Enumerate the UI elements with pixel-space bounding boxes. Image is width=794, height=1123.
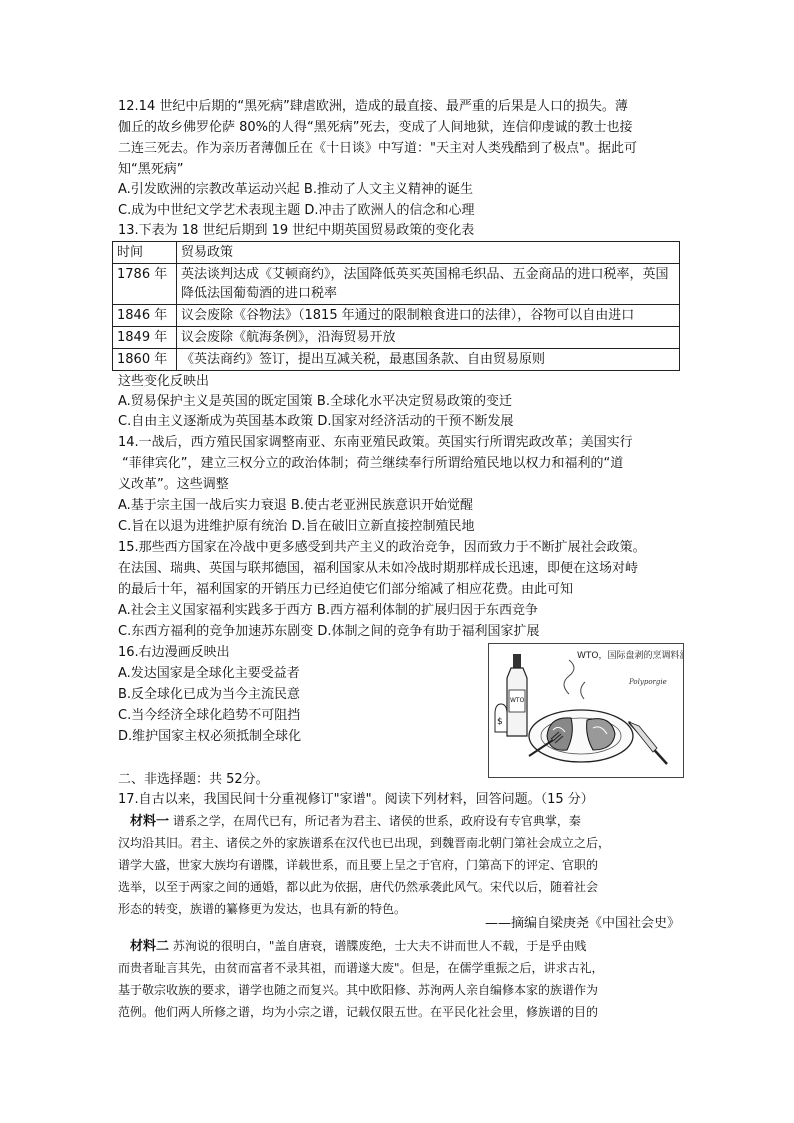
q15-stem-line: 的最后十年，福利国家的开销压力已经迫使它们部分缩减了相应花费。由此可知	[118, 582, 574, 597]
cartoon-signature: Polyporgie	[629, 678, 667, 686]
bottle-label-text: WTO	[510, 697, 525, 704]
q14-stem-line: 义改革”。这些调整	[118, 477, 229, 492]
q13-policy-table	[112, 241, 680, 371]
material-text: 苏洵说的很明白，"盖自唐衰，谱牒废绝，士大夫不讲而世人不载，于是乎由贱	[169, 939, 587, 953]
material-1-line: 汉均沿其旧。君主、诸侯之外的家族谱系在汉代也已出现，到魏晋南北朝门第社会成立之后，	[118, 836, 611, 850]
q12-stem-line: 12.14 世纪中后期的“黑死病”肆虐欧洲，造成的最直接、最严重的后果是人口的损失。薄	[118, 99, 628, 114]
q13-option: C.自由主义逐渐成为英国基本政策 D.国家对经济活动的干预不断发展	[118, 414, 514, 429]
table-row	[113, 327, 680, 349]
q16-option: A.发达国家是全球化主要受益者	[118, 666, 300, 681]
steam-icon	[564, 660, 574, 694]
table-cell-year: 1849 年	[113, 327, 177, 349]
material-2-label: 材料二	[130, 939, 170, 954]
q15-option: A.社会主义国家福利实践多于西方 B.西方福利体制的扩展归因于东西竞争	[118, 603, 538, 618]
material-1-source: ——摘编自梁庚尧《中国社会史》	[484, 916, 680, 931]
material-1-line	[130, 810, 581, 833]
q15-option: C.东西方福利的竞争加速苏东剧变 D.体制之间的竞争有助于福利国家扩展	[118, 624, 540, 639]
material-1-line: 形态的转变，族谱的纂修更为发达，也具有新的特色。	[118, 902, 407, 916]
q16-option: B.反全球化已成为当今主流民意	[118, 687, 301, 702]
table-cell-policy: 议会废除《航海条例》，沿海贸易开放	[177, 327, 680, 349]
table-cell-year: 1846 年	[113, 305, 177, 327]
q14-option: C.旨在以退为进维护原有统治 D.旨在破旧立新直接控制殖民地	[118, 519, 475, 534]
material-2-line	[130, 935, 586, 958]
q14-stem-line: “菲律宾化”，建立三权分立的政治体制；荷兰继续奉行所谓给殖民地以权力和福利的“道	[122, 456, 624, 471]
table-cell-policy: 《英法商约》签订，提出互减关税，最惠国条款、自由贸易原则	[177, 349, 680, 371]
q16-stem: 16.右边漫画反映出	[118, 645, 230, 660]
cartoon-drawing	[489, 644, 683, 777]
bottle-neck	[513, 654, 521, 668]
q16-option: C.当今经济全球化趋势不可阻挡	[118, 708, 301, 723]
q14-option: A.基于宗主国一战后实力衰退 B.使古老亚洲民族意识开始觉醒	[118, 498, 473, 513]
material-text: 谱系之学，在周代已有，所记者为君主、诸侯的世系，政府设有专官典掌，秦	[169, 814, 581, 828]
q15-stem-line: 15.那些西方国家在冷战中更多感受到共产主义的政治竞争，因而致力于不断扩展社会政策。	[118, 540, 646, 555]
material-1-label: 材料一	[130, 814, 170, 829]
material-1-line: 选举，以至于两家之间的通婚，都以此为依据，唐代仍然承袭此风气。宋代以后，随着社会	[118, 880, 599, 894]
table-header-cell: 贸易政策	[177, 242, 680, 264]
material-2-line: 而贵者耻言其先，由贫而富者不录其祖，而谱遂大废"。但是，在儒学重振之后，讲求古礼，	[118, 961, 604, 975]
table-header-cell: 时间	[113, 242, 177, 264]
q13-after: 这些变化反映出	[118, 374, 210, 389]
wto-cartoon	[488, 643, 684, 778]
q12-stem-line: 知“黑死病”	[118, 162, 184, 177]
table-header-row	[113, 242, 680, 264]
table-row	[113, 264, 680, 305]
section-title: 二、非选择题：共 52分。	[118, 772, 269, 787]
q12-option: C.成为中世纪文学艺术表现主题 D.冲击了欧洲人的信念和心理	[118, 203, 475, 218]
table-cell-year: 1860 年	[113, 349, 177, 371]
q16-option: D.维护国家主权必须抵制全球化	[118, 729, 302, 744]
material-2-line: 基于敬宗收族的要求，谱学也随之而复兴。其中欧阳修、苏洵两人亲自编修本家的族谱作为	[118, 983, 599, 997]
table-row	[113, 349, 680, 371]
cartoon-caption: WTO，国际盘剥的烹调料酒	[577, 651, 683, 661]
q13-option: A.贸易保护主义是英国的既定国策 B.全球化水平决定贸易政策的变迁	[118, 394, 512, 409]
material-2-line: 范例。他们两人所修之谱，均为小宗之谱，记载仅限五世。在平民化社会里，修族谱的目的	[118, 1005, 599, 1019]
table-cell-policy: 议会废除《谷物法》（1815 年通过的限制粮食进口的法律），谷物可以自由进口	[177, 305, 680, 327]
material-1-line: 谱学大盛，世家大族均有谱牒，详载世系，而且要上呈之于官府，门第高下的评定、官职的	[118, 858, 599, 872]
dollar-sign-icon: $	[497, 717, 503, 727]
q14-stem-line: 14.一战后，西方殖民国家调整南亚、东南亚殖民政策。英国实行所谓宪政改革；美国实行	[118, 435, 633, 450]
q12-stem-line: 二连三死去。作为亲历者薄伽丘在《十日谈》中写道："天主对人类残酷到了极点"。据此可	[118, 141, 637, 156]
q15-stem-line: 在法国、瑞典、英国与联邦德国，福利国家从未如冷战时期那样成长迅速，即便在这场对峙	[118, 561, 639, 576]
table-row	[113, 305, 680, 327]
q17-stem: 17.自古以来，我国民间十分重视修订"家谱"。阅读下列材料，回答问题。（15 分）	[118, 792, 594, 807]
q13-stem: 13.下表为 18 世纪后期到 19 世纪中期英国贸易政策的变化表	[118, 223, 475, 238]
q12-stem-line: 伽丘的故乡佛罗伦萨 80%的人得“黑死病”死去，变成了人间地狱，连信仰虔诚的教士也接	[118, 120, 633, 135]
table-cell-policy: 英法谈判达成《艾顿商约》，法国降低英买英国棉毛织品、五金商品的进口税率，英国降低法国葡萄酒的进口税率	[177, 264, 680, 305]
steam-icon	[581, 682, 585, 699]
table-cell-year: 1786 年	[113, 264, 177, 305]
q12-option: A.引发欧洲的宗教改革运动兴起 B.推动了人文主义精神的诞生	[118, 182, 473, 197]
